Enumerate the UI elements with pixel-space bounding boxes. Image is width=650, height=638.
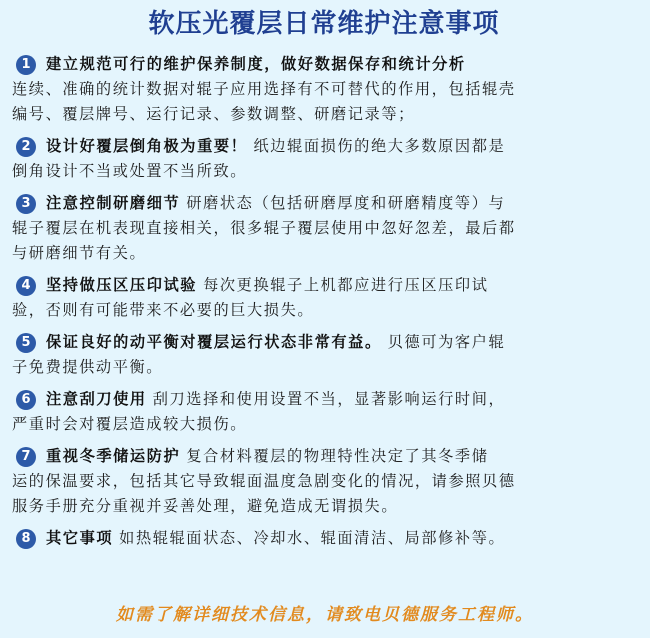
- list-item-2: [12, 134, 636, 184]
- item-heading: 其它事项: [46, 529, 114, 547]
- item-text: 如热辊辊面状态、冷却水、辊面清洁、局部修补等。: [119, 529, 506, 547]
- item-text: 编号、覆层牌号、运行记录、参数调整、研磨记录等；: [12, 105, 415, 123]
- item-text: 辊子覆层在机表现直接相关，很多辊子覆层使用中忽好忽差，最后都: [12, 219, 516, 237]
- list-item-7: [12, 444, 636, 519]
- number-badge: 3: [16, 194, 36, 214]
- item-text: 每次更换辊子上机都应进行压区压印试: [203, 276, 489, 294]
- footer-note: 如需了解详细技术信息，请致电贝德服务工程师。: [116, 605, 534, 625]
- item-text: 验，否则有可能带来不必要的巨大损失。: [12, 301, 315, 319]
- item-text: 连续、准确的统计数据对辊子应用选择有不可替代的作用，包括辊壳: [12, 80, 516, 98]
- page-title: 软压光覆层日常维护注意事项: [148, 9, 500, 39]
- number-badge: 6: [16, 390, 36, 410]
- item-text: 倒角设计不当或处置不当所致。: [12, 162, 248, 180]
- item-text: 严重时会对覆层造成较大损伤。: [12, 415, 248, 433]
- item-heading: 坚持做压区压印试验: [46, 276, 198, 294]
- number-badge: 7: [16, 447, 36, 467]
- item-text: 贝德可为客户辊: [387, 333, 506, 351]
- item-text: 运的保温要求，包括其它导致辊面温度急剧变化的情况，请参照贝德: [12, 472, 516, 490]
- list-item-8: [12, 526, 636, 551]
- item-text: 研磨状态（包括研磨厚度和研磨精度等）与: [186, 194, 506, 212]
- number-badge: 1: [16, 55, 36, 75]
- number-badge: 4: [16, 276, 36, 296]
- item-heading: 设计好覆层倒角极为重要！: [46, 137, 248, 155]
- number-badge: 8: [16, 529, 36, 549]
- item-heading: 保证良好的动平衡对覆层运行状态非常有益。: [46, 333, 382, 351]
- list-item-1: [12, 52, 636, 127]
- list-item-4: [12, 273, 636, 323]
- item-heading: 重视冬季储运防护: [46, 447, 181, 465]
- list-item-5: [12, 330, 636, 380]
- list-item-3: [12, 191, 636, 266]
- item-heading: 注意刮刀使用: [46, 390, 147, 408]
- item-heading: 注意控制研磨细节: [46, 194, 181, 212]
- number-badge: 5: [16, 333, 36, 353]
- item-text: 服务手册充分重视并妥善处理，避免造成无谓损失。: [12, 497, 399, 515]
- item-text: 纸边辊面损伤的绝大多数原因都是: [253, 137, 506, 155]
- item-text: 与研磨细节有关。: [12, 244, 147, 262]
- item-heading: 建立规范可行的维护保养制度，做好数据保存和统计分析: [46, 55, 466, 73]
- item-text: 子免费提供动平衡。: [12, 358, 164, 376]
- list-item-6: [12, 387, 636, 437]
- item-text: 复合材料覆层的物理特性决定了其冬季储: [186, 447, 489, 465]
- item-text: 刮刀选择和使用设置不当，显著影响运行时间，: [152, 390, 506, 408]
- number-badge: 2: [16, 137, 36, 157]
